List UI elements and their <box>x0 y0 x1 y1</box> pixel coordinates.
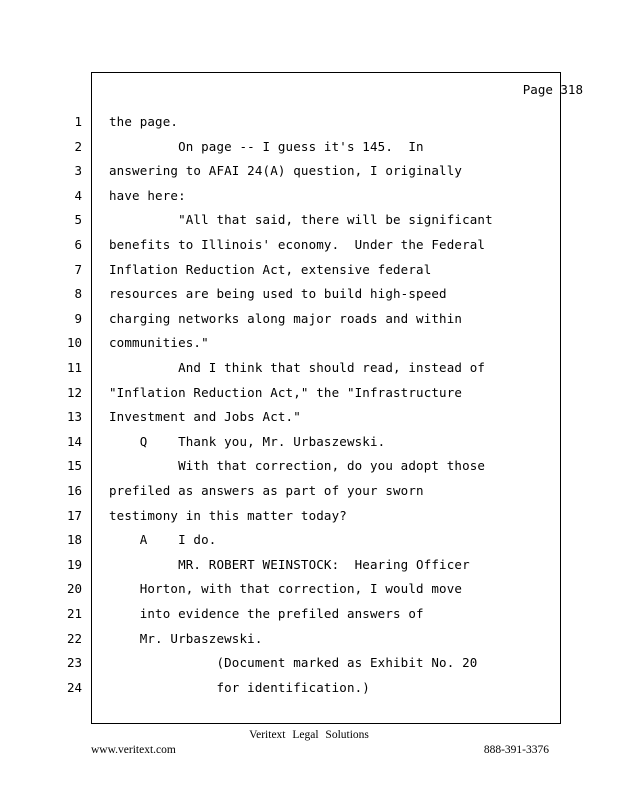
line-number: 12 <box>66 384 82 400</box>
transcript-line: And I think that should read, instead of <box>109 360 486 375</box>
line-number: 22 <box>66 630 82 646</box>
line-number: 4 <box>74 187 82 203</box>
line-number: 23 <box>66 655 82 671</box>
transcript-line: "All that said, there will be significant <box>109 212 493 228</box>
transcript-line: (Document marked as Exhibit No. 20 <box>109 655 478 671</box>
line-number: 3 <box>74 163 82 179</box>
transcript-line: answering to AFAI 24(A) question, I originally <box>109 163 463 179</box>
transcript-line: into evidence the prefiled answers of <box>109 606 424 621</box>
line-number: 6 <box>74 237 82 252</box>
transcript-line: Mr. Urbaszewski. <box>109 630 263 646</box>
transcript-line: Investment and Jobs Act." <box>109 409 301 425</box>
transcript-line: for identification.) <box>109 679 370 695</box>
transcript-line: the page. <box>109 114 179 129</box>
page-number: Page 318 <box>522 82 583 97</box>
transcript-line: have here: <box>109 187 186 203</box>
transcript-line: charging networks along major roads and within <box>109 310 463 326</box>
line-number: 11 <box>66 360 82 375</box>
line-number: 5 <box>74 212 82 228</box>
transcript-line: On page -- I guess it's 145. In <box>109 138 424 154</box>
line-number: 18 <box>66 532 82 548</box>
footer-website: www.veritext.com <box>91 744 176 756</box>
transcript-line: With that correction, do you adopt those <box>109 458 486 474</box>
footer-phone: 888-391-3376 <box>483 744 549 756</box>
line-number: 10 <box>66 335 82 351</box>
line-number: 24 <box>66 679 82 695</box>
footer-company-name: Veritext Legal Solutions <box>249 729 369 741</box>
transcript-line: Horton, with that correction, I would move <box>109 581 463 597</box>
transcript-line: benefits to Illinois' economy. Under the Federal <box>109 237 486 252</box>
line-number: 16 <box>66 483 82 498</box>
line-number: 1 <box>74 114 82 129</box>
line-number: 21 <box>66 606 82 621</box>
line-number: 2 <box>74 138 82 154</box>
transcript-line: MR. ROBERT WEINSTOCK: Hearing Officer <box>109 556 470 572</box>
transcript-line: prefiled as answers as part of your sworn <box>109 483 424 498</box>
line-number: 17 <box>66 507 82 523</box>
transcript-line: resources are being used to build high-speed <box>109 286 447 302</box>
transcript-line: Inflation Reduction Act, extensive federal <box>109 261 432 277</box>
line-number: 20 <box>66 581 82 597</box>
transcript-line: A I do. <box>109 532 217 548</box>
line-number: 8 <box>74 286 82 302</box>
transcript-line: testimony in this matter today? <box>109 507 347 523</box>
line-number: 19 <box>66 556 82 572</box>
transcript-line: "Inflation Reduction Act," the "Infrastructure <box>109 384 463 400</box>
line-number: 7 <box>74 261 82 277</box>
line-number: 15 <box>66 458 82 474</box>
transcript-line: Q Thank you, Mr. Urbaszewski. <box>109 433 386 449</box>
line-number: 9 <box>74 310 82 326</box>
line-number: 13 <box>66 409 82 425</box>
transcript-line: communities." <box>109 335 209 351</box>
line-number: 14 <box>66 433 82 449</box>
